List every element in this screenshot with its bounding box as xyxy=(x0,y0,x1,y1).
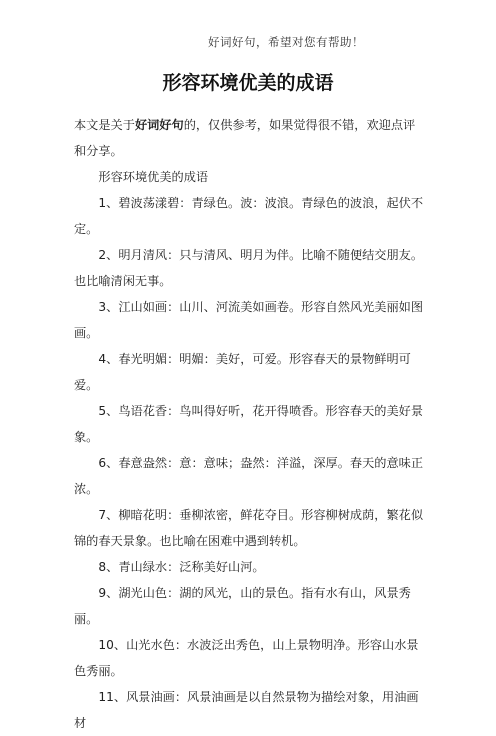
list-item: 10、山光水色：水波泛出秀色，山上景物明净。形容山水景色秀丽。 xyxy=(74,638,419,678)
article-body xyxy=(74,112,426,736)
header-note: 好词好句，希望对您有帮助！ xyxy=(208,35,364,49)
intro-text-after: 的，仅供参考，如果觉得很不错，欢迎点评和分享。 xyxy=(74,118,416,158)
list-item: 3、江山如画：山川、河流美如画卷。形容自然风光美丽如图画。 xyxy=(74,300,424,340)
list-item: 8、青山绿水：泛称美好山河。 xyxy=(98,560,265,574)
list-item: 5、鸟语花香：鸟叫得好听，花开得喷香。形容春天的美好景象。 xyxy=(74,404,424,444)
intro-paragraph xyxy=(74,112,426,164)
intro-text-before: 本文是关于 xyxy=(74,118,135,132)
list-item: 6、春意盎然：意：意味；盎然：洋溢，深厚。春天的意味正浓。 xyxy=(74,456,424,496)
list-item: 1、碧波荡漾碧：青绿色。波：波浪。青绿色的波浪，起伏不定。 xyxy=(74,196,424,236)
list-item: 4、春光明媚：明媚：美好，可爱。形容春天的景物鲜明可爱。 xyxy=(74,352,411,392)
list-item: 11、风景油画：风景油画是以自然景物为描绘对象，用油画材 xyxy=(74,690,419,730)
list-item: 2、明月清风：只与清风、明月为伴。比喻不随便结交朋友。也比喻清闲无事。 xyxy=(74,248,424,288)
page-title: 形容环境优美的成语 xyxy=(162,72,334,94)
subheading: 形容环境优美的成语 xyxy=(98,170,209,184)
list-item: 7、柳暗花明：垂柳浓密，鲜花夺目。形容柳树成荫，繁花似锦的春天景象。也比喻在困难中遇到转机。 xyxy=(74,508,424,548)
intro-bold-link[interactable]: 好词好句 xyxy=(134,118,184,132)
list-item: 9、湖光山色：湖的风光，山的景色。指有水有山，风景秀丽。 xyxy=(74,586,411,626)
